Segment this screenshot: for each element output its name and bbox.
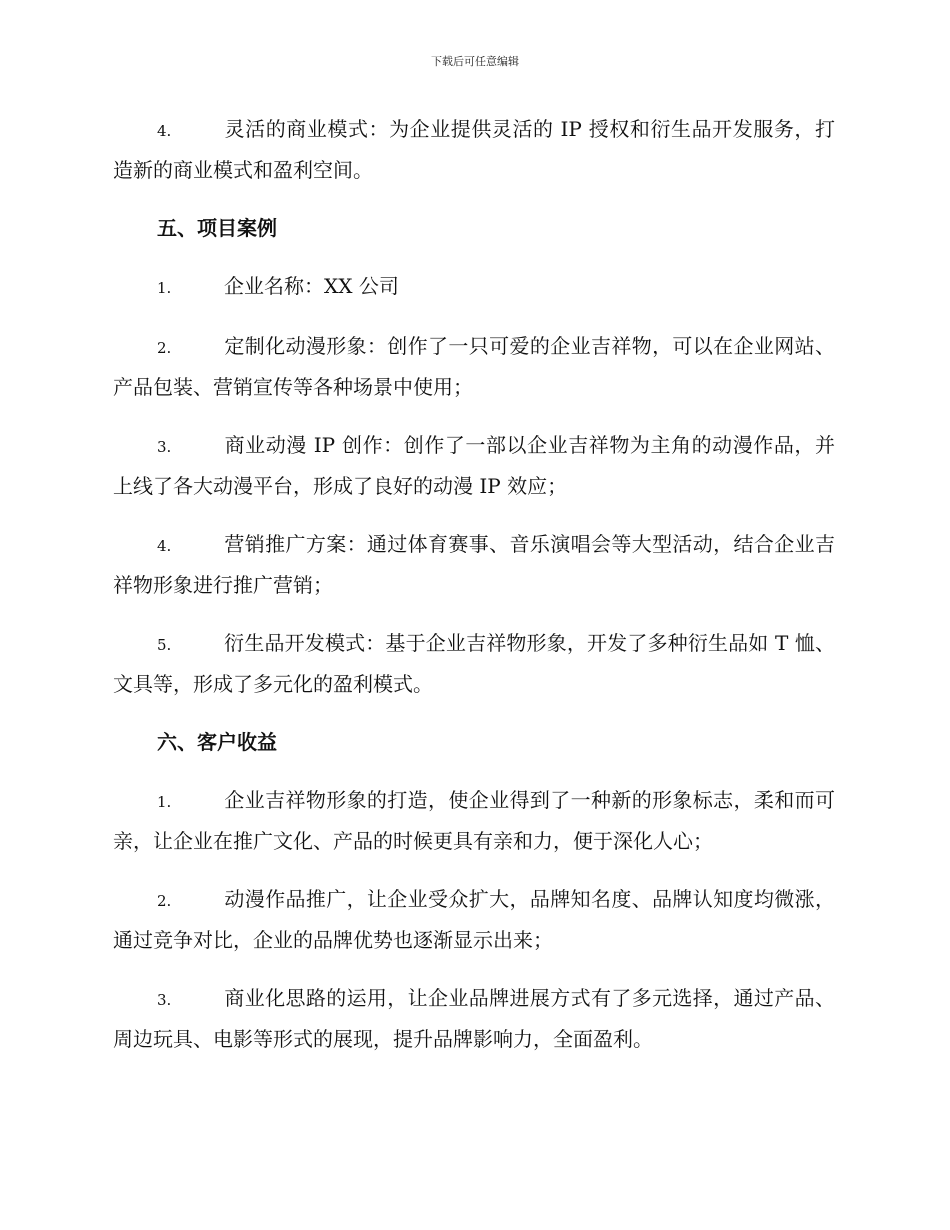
- list-number: 2.: [157, 339, 172, 357]
- page-header: 下载后可任意编辑: [431, 55, 519, 68]
- list-number: 1.: [157, 279, 172, 297]
- list-item: [113, 267, 835, 308]
- list-item: [113, 880, 835, 960]
- list-text: 定制化动漫形象：创作了一只可爱的企业吉祥物，可以在企业网站、产品包装、营销宣传等各种场景中使用；: [113, 334, 835, 399]
- list-text: 企业名称：XX 公司: [224, 274, 399, 298]
- list-number: 5.: [157, 636, 172, 654]
- list-number: 1.: [157, 793, 172, 811]
- list-item: [113, 979, 835, 1059]
- list-text: 商业化思路的运用，让企业品牌进展方式有了多元选择，通过产品、周边玩具、电影等形式的展现，提升品牌影响力，全面盈利。: [113, 986, 835, 1051]
- list-item: [113, 327, 835, 407]
- list-number: 3.: [157, 991, 172, 1009]
- section-heading-customer-benefits: 六、客户收益: [157, 730, 277, 754]
- list-number: 4.: [157, 537, 172, 555]
- document-body: [113, 110, 835, 1078]
- list-text: 灵活的商业模式：为企业提供灵活的 IP 授权和衍生品开发服务，打造新的商业模式和盈利空间。: [113, 117, 835, 182]
- list-item: [113, 624, 835, 704]
- list-item: [113, 110, 835, 190]
- list-item: [113, 426, 835, 506]
- list-item: [113, 781, 835, 861]
- section-heading-project-cases: 五、项目案例: [157, 216, 277, 240]
- list-text: 动漫作品推广，让企业受众扩大，品牌知名度、品牌认知度均微涨，通过竞争对比，企业的品牌优势也逐渐显示出来；: [113, 887, 835, 952]
- list-number: 3.: [157, 438, 172, 456]
- list-number: 4.: [157, 122, 172, 140]
- list-text: 营销推广方案：通过体育赛事、音乐演唱会等大型活动，结合企业吉祥物形象进行推广营销；: [113, 532, 835, 597]
- list-number: 2.: [157, 892, 172, 910]
- list-text: 衍生品开发模式：基于企业吉祥物形象，开发了多种衍生品如 T 恤、文具等，形成了多元化的盈利模式。: [113, 631, 835, 696]
- list-text: 企业吉祥物形象的打造，使企业得到了一种新的形象标志，柔和而可亲，让企业在推广文化、产品的时候更具有亲和力，便于深化人心；: [113, 788, 835, 853]
- list-text: 商业动漫 IP 创作：创作了一部以企业吉祥物为主角的动漫作品，并上线了各大动漫平台，形成了良好的动漫 IP 效应；: [113, 433, 835, 498]
- list-item: [113, 525, 835, 605]
